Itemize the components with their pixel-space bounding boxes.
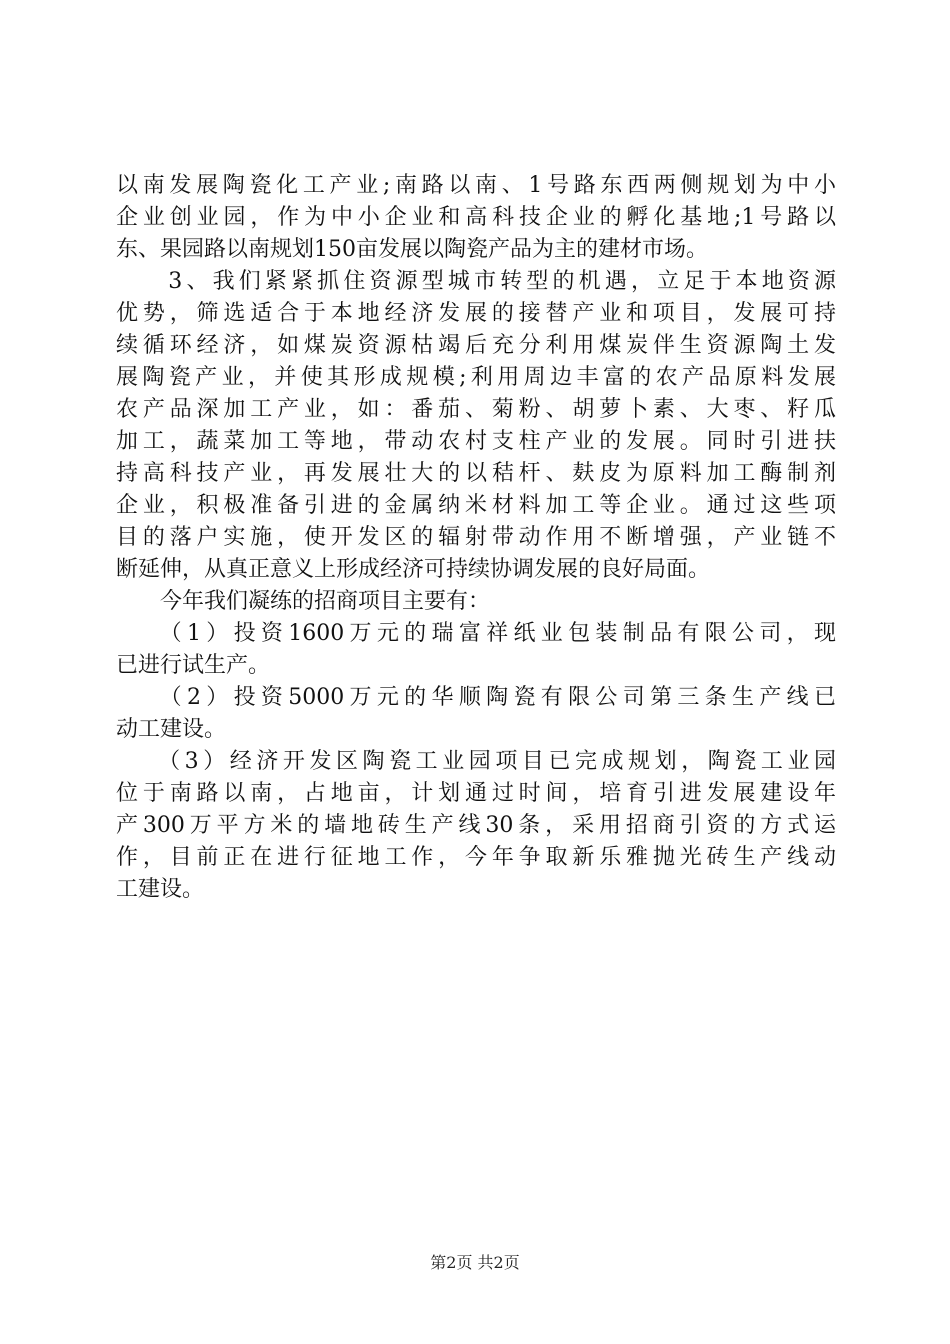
text-line: 续循环经济，如煤炭资源枯竭后充分利用煤炭伴生资源陶土发 [116, 333, 836, 358]
text-line: 位于南路以南，占地亩，计划通过时间，培育引进发展建设年 [116, 781, 836, 806]
text-line: （3）经济开发区陶瓷工业园项目已完成规划，陶瓷工业园 [116, 749, 836, 774]
text-line: 工建设。 [116, 877, 205, 902]
text-line: 东、果园路以南规划150亩发展以陶瓷产品为主的建材市场。 [116, 237, 708, 262]
text-line: 农产品深加工产业，如：番茄、菊粉、胡萝卜素、大枣、籽瓜 [116, 397, 836, 422]
text-line: 优势，筛选适合于本地经济发展的接替产业和项目，发展可持 [116, 301, 836, 326]
text-line: 动工建设。 [116, 717, 227, 742]
text-line: 3、我们紧紧抓住资源型城市转型的机遇，立足于本地资源 [116, 269, 836, 294]
text-line: 展陶瓷产业，并使其形成规模;利用周边丰富的农产品原料发展 [116, 365, 836, 390]
text-line: 加工，蔬菜加工等地，带动农村支柱产业的发展。同时引进扶 [116, 429, 836, 454]
text-line: （1）投资1600万元的瑞富祥纸业包装制品有限公司，现 [116, 621, 836, 646]
text-line: 企业，积极准备引进的金属纳米材料加工等企业。通过这些项 [116, 493, 836, 518]
text-line: 产300万平方米的墙地砖生产线30条，采用招商引资的方式运 [116, 813, 836, 838]
text-line: 今年我们凝练的招商项目主要有： [116, 589, 491, 614]
text-line: 已进行试生产。 [116, 653, 271, 678]
document-body [116, 170, 836, 906]
text-line: 持高科技产业，再发展壮大的以秸杆、麸皮为原料加工酶制剂 [116, 461, 836, 486]
text-line: 作，目前正在进行征地工作，今年争取新乐雅抛光砖生产线动 [116, 845, 836, 870]
text-line: 以南发展陶瓷化工产业;南路以南、1号路东西两侧规划为中小 [116, 173, 836, 198]
page-number-footer: 第2页 共2页 [430, 1253, 520, 1272]
text-line: 断延伸，从真正意义上形成经济可持续协调发展的良好局面。 [116, 557, 711, 582]
text-line: 企业创业园，作为中小企业和高科技企业的孵化基地;1号路以 [116, 205, 836, 230]
text-line: 目的落户实施，使开发区的辐射带动作用不断增强，产业链不 [116, 525, 836, 550]
text-line: （2）投资5000万元的华顺陶瓷有限公司第三条生产线已 [116, 685, 836, 710]
